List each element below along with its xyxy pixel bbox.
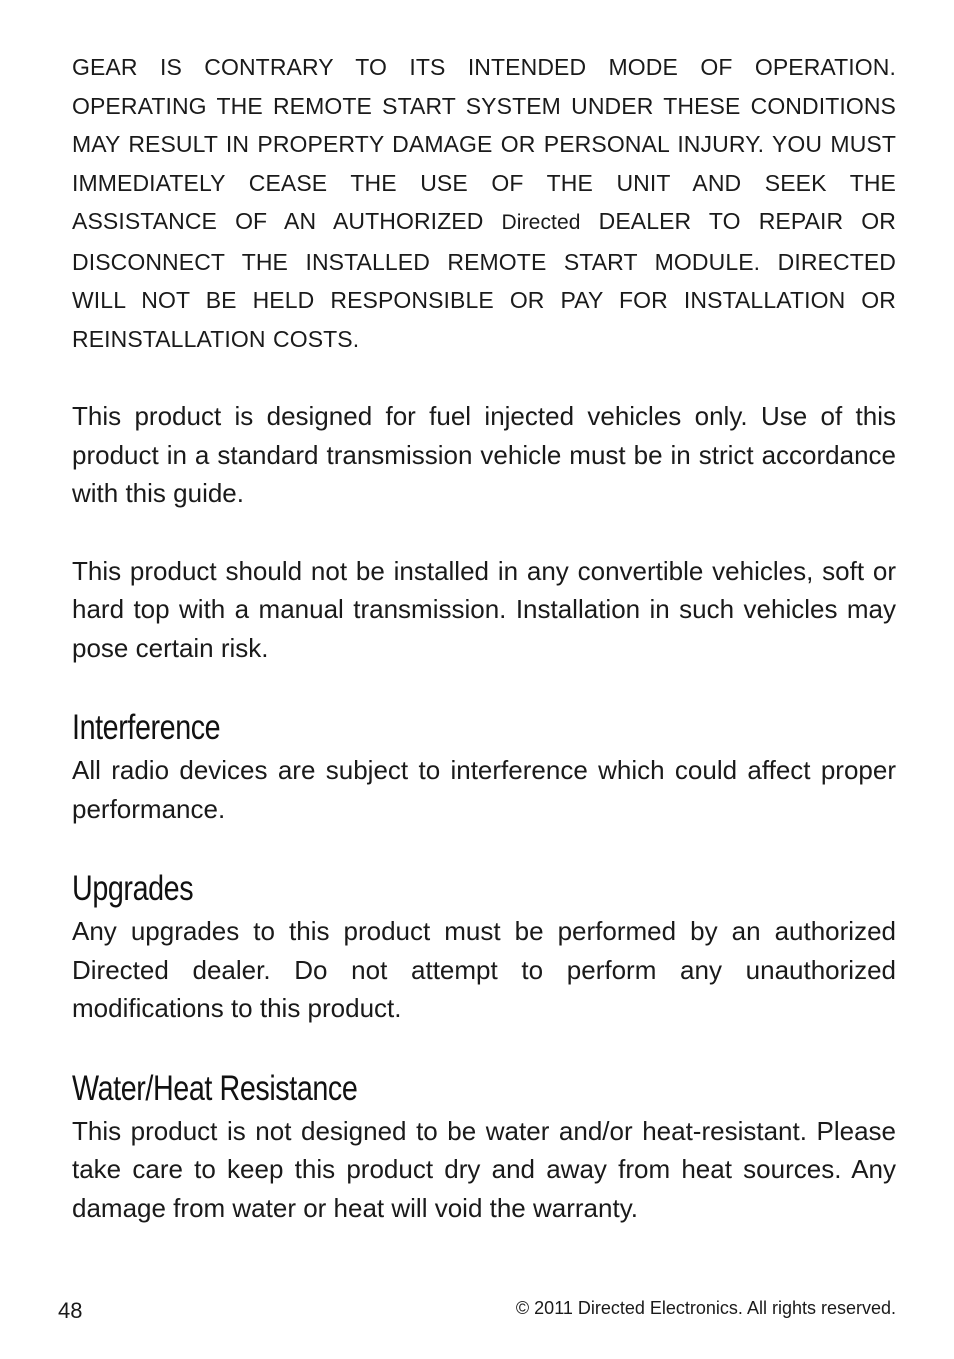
warning-text-part2: DEALER TO REPAIR OR DISCONNECT THE INSTALLED REMOTE START MODULE. DIRECTED WILL NOT BE HELD RESPONSIBLE OR PAY FOR INSTALLATION OR REINSTALLATION COSTS. <box>72 208 896 352</box>
page-content <box>72 48 896 1227</box>
warning-brand: Directed <box>501 211 581 234</box>
page-number: 48 <box>58 1298 83 1323</box>
copyright-notice: © 2011 Directed Electronics. All rights reserved. <box>515 1298 896 1318</box>
water-heat-heading: Water/Heat Resistance <box>72 1068 358 1108</box>
fuel-paragraph: This product is designed for fuel injected vehicles only. Use of this product in a standard transmission vehicle must be in strict accordance with this guide. <box>72 401 896 508</box>
warning-text-part1: GEAR IS CONTRARY TO ITS INTENDED MODE OF OPERATION. OPERATING THE REMOTE START SYSTEM UNDER THESE CONDITIONS MAY RESULT IN PROPERTY DAMAGE OR PERSONAL INJURY. YOU MUST IMMEDIATELY CEASE THE USE OF THE UNIT AND SEEK THE ASSISTANCE OF AN AUTHORIZED <box>72 54 896 234</box>
warning-paragraph <box>72 48 896 358</box>
interference-body: All radio devices are subject to interference which could affect proper performance. <box>72 755 896 824</box>
convertible-paragraph: This product should not be installed in any convertible vehicles, soft or hard top with a manual transmission. Installation in such vehicles may pose certain risk. <box>72 555 896 663</box>
page-footer <box>58 1294 896 1324</box>
upgrades-heading: Upgrades <box>72 869 194 908</box>
upgrades-body: Any upgrades to this product must be performed by an authorized Directed dealer. Do not attempt to perform any unauthorized modifications to this product. <box>72 916 896 1023</box>
water-heat-body: This product is not designed to be water and/or heat-resistant. Please take care to keep this product dry and away from heat sources. Any damage from water or heat will void the warranty. <box>72 1115 896 1223</box>
interference-heading: Interference <box>72 708 221 747</box>
